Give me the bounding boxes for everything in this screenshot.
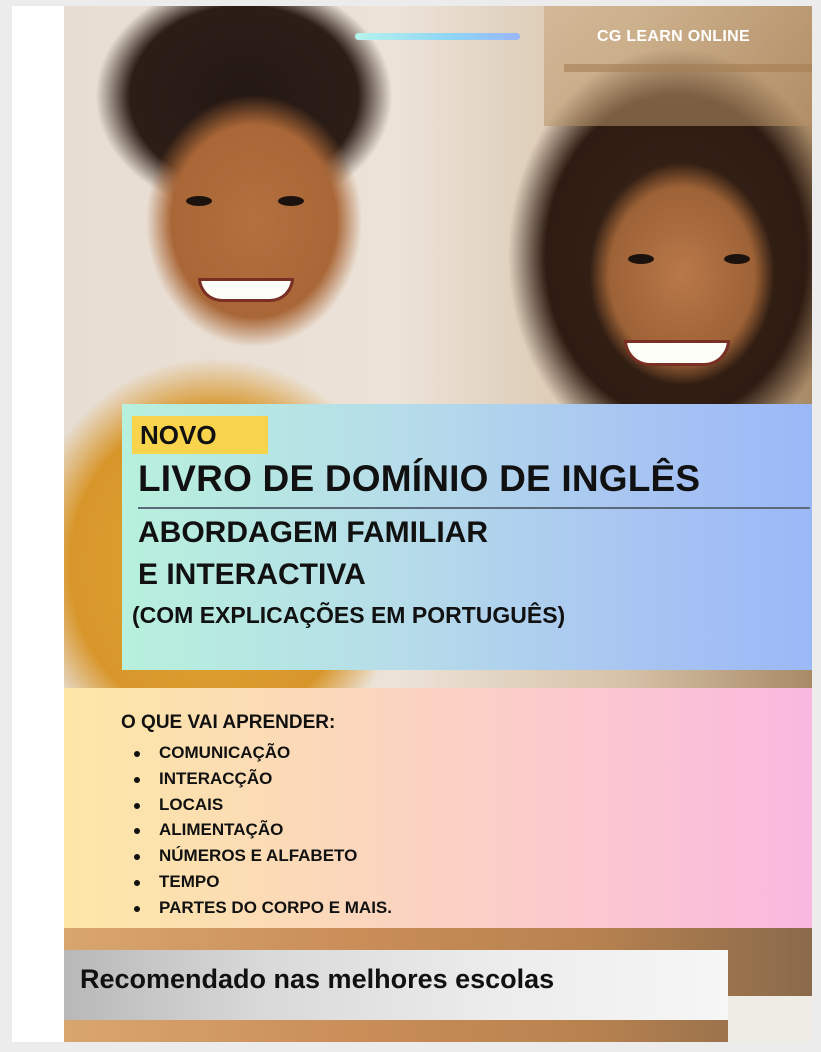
title-panel xyxy=(122,404,812,670)
learn-list xyxy=(134,740,392,921)
title-divider xyxy=(138,507,810,509)
left-child-eye-left xyxy=(186,196,212,206)
list-item: LOCAIS xyxy=(134,792,392,818)
book-subtitle xyxy=(138,512,738,596)
left-child-smile xyxy=(198,278,294,302)
page-margin xyxy=(12,6,66,1042)
paper-sheet xyxy=(728,996,812,1042)
right-child-eye-right xyxy=(724,254,750,264)
decorative-top-bar xyxy=(355,33,520,40)
learn-heading: O QUE VAI APRENDER: xyxy=(121,712,336,733)
right-child-smile xyxy=(624,340,730,366)
new-badge: NOVO xyxy=(132,416,268,454)
brand-name: CG LEARN ONLINE xyxy=(597,28,750,45)
learn-panel xyxy=(64,688,812,928)
book-cover xyxy=(64,6,812,1042)
list-item: COMUNICAÇÃO xyxy=(134,740,392,766)
subtitle-line-2: E INTERACTIVA xyxy=(138,558,366,591)
list-item: NÚMEROS E ALFABETO xyxy=(134,843,392,869)
left-child-eye-right xyxy=(278,196,304,206)
book-title: LIVRO DE DOMÍNIO DE INGLÊS xyxy=(138,458,701,499)
list-item: INTERACÇÃO xyxy=(134,766,392,792)
recommendation-text: Recomendado nas melhores escolas xyxy=(80,964,555,994)
recommendation-banner xyxy=(64,950,728,1020)
subtitle-line-1: ABORDAGEM FAMILIAR xyxy=(138,516,488,549)
list-item: ALIMENTAÇÃO xyxy=(134,817,392,843)
list-item: PARTES DO CORPO E MAIS. xyxy=(134,895,392,921)
subtitle-note: (COM EXPLICAÇÕES EM PORTUGUÊS) xyxy=(132,602,566,628)
background-shelf-line xyxy=(564,64,812,72)
right-child-eye-left xyxy=(628,254,654,264)
list-item: TEMPO xyxy=(134,869,392,895)
